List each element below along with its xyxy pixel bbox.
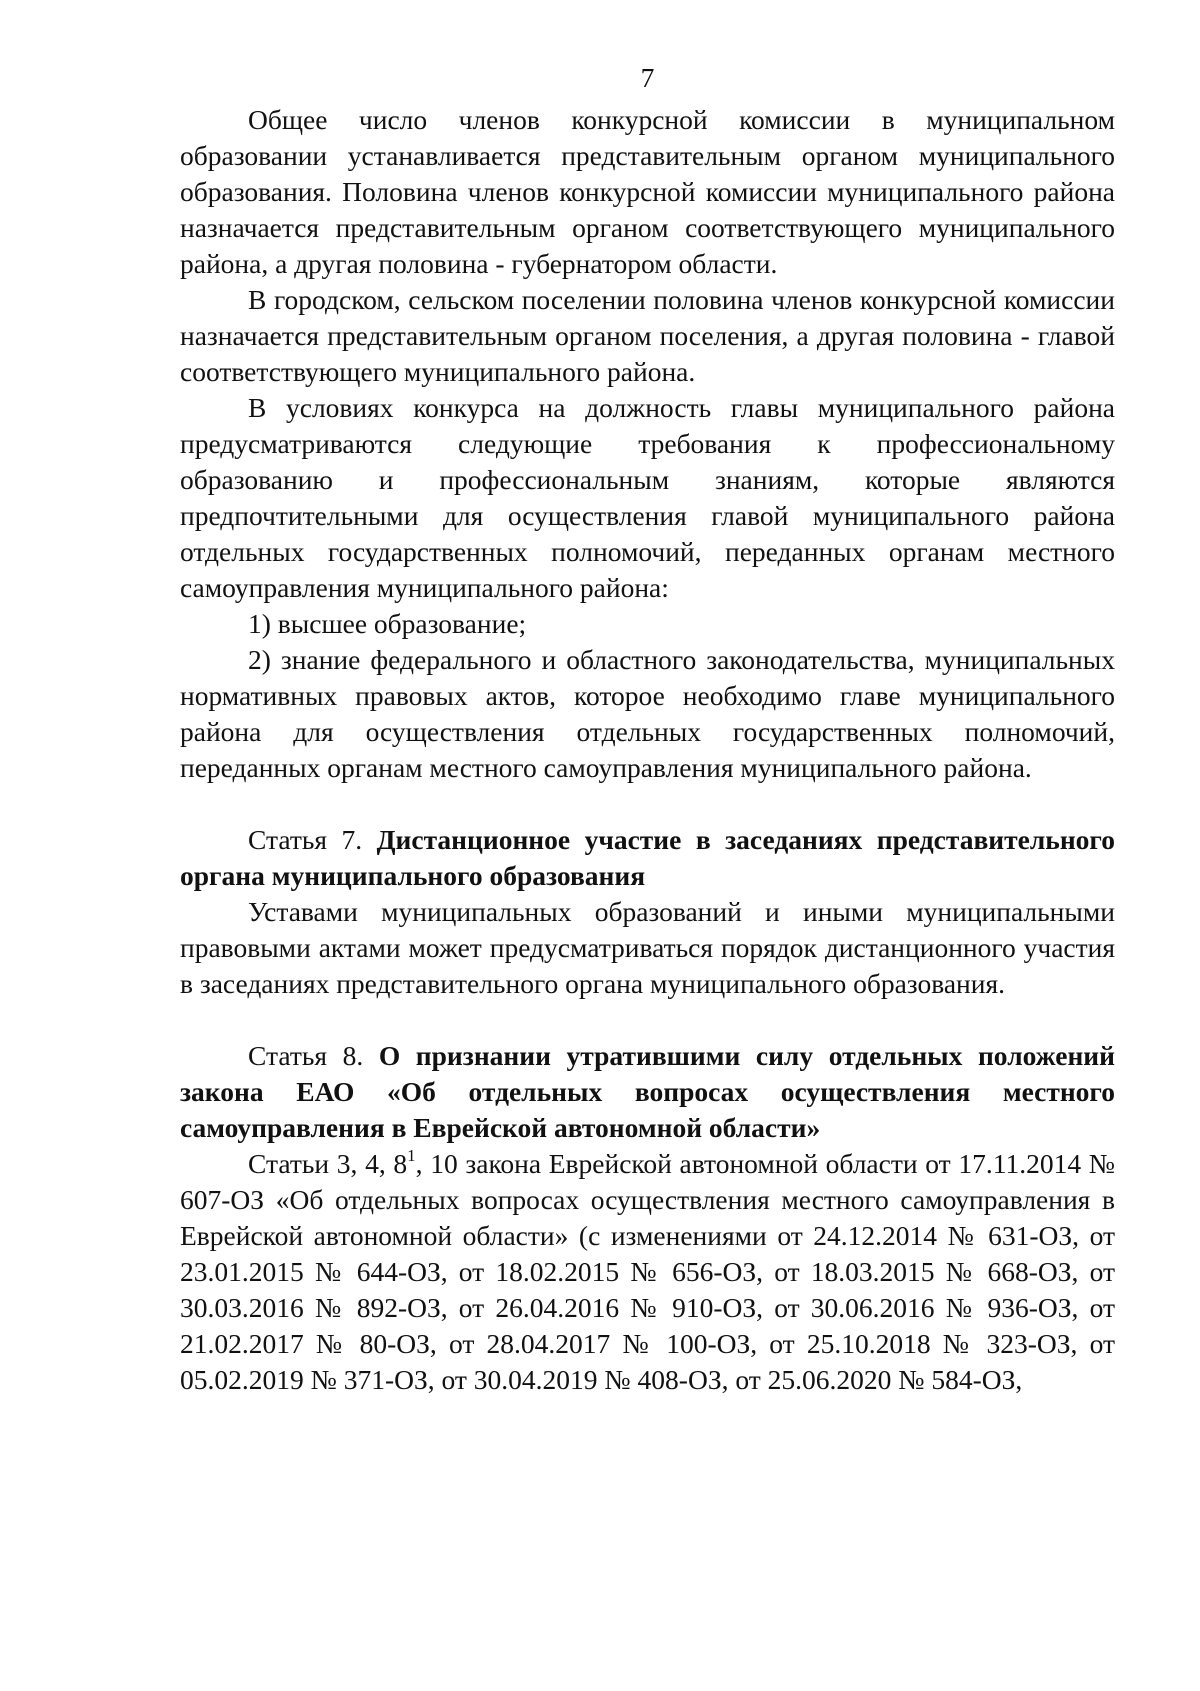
article-8-title: О признании утратившими силу отдельных положений закона ЕАО «Об отдельных вопросах осуществления местного самоуправления в Еврейской автономной области» — [180, 1040, 1115, 1143]
article-7 — [180, 822, 1115, 1002]
article-8-body — [180, 1146, 1115, 1398]
page-number: 7 — [640, 62, 655, 93]
list-item-higher-education: 1) высшее образование; — [248, 608, 527, 639]
document-page — [180, 60, 1115, 1398]
article-7-body: Уставами муниципальных образований и иными муниципальными правовыми актами может предусматриваться порядок дистанционного участия в заседаниях представительного органа муниципального образования. — [180, 896, 1115, 999]
article-8 — [180, 1038, 1115, 1398]
paragraph-commission-members: Общее число членов конкурсной комиссии в муниципальном образовании устанавливается представительным органом муниципального образования. Половина членов конкурсной комиссии муниципального района назначается представительным органом соответствующего муниципального района, а другая половина - губернатором области. — [180, 104, 1115, 279]
article-7-heading — [180, 822, 1115, 894]
list-item-legislation-knowledge: 2) знание федерального и областного законодательства, муниципальных нормативных правовых актов, которое необходимо главе муниципального района для осуществления отдельных государственных полномочий, переданных органам местного самоуправления муниципального района. — [180, 644, 1115, 783]
paragraph-competition-conditions: В условиях конкурса на должность главы муниципального района предусматриваются следующие требования к профессиональному образованию и профессиональным знаниям, которые являются предпочтительными для осуществления главой муниципального района отдельных государственных полномочий, переданных органам местного самоуправления муниципального района: — [180, 392, 1115, 603]
article-8-body-superscript: 1 — [407, 1145, 416, 1165]
article-8-heading — [180, 1038, 1115, 1146]
article-8-body-rest: , 10 закона Еврейской автономной области от 17.11.2014 № 607-ОЗ «Об отдельных вопросах осуществления местного самоуправления в Еврейской автономной области» (с изменениями от 24.12.2014 № 631-ОЗ, от 23.01.2015 № 644-ОЗ, от 18.02.2015 № 656-ОЗ, от 18.03.2015 № 668-ОЗ, от 30.03.2016 № 892-ОЗ, от 26.04.2016 № 910-ОЗ, от 30.06.2016 № 936-ОЗ, от 21.02.2017 № 80-ОЗ, от 28.04.2017 № 100-ОЗ, от 25.10.2018 № 323-ОЗ, от 05.02.2019 № 371-ОЗ, от 30.04.2019 № 408-ОЗ, от 25.06.2020 № 584-ОЗ, — [180, 1148, 1115, 1395]
article-8-body-lead: Статьи 3, 4, 8 — [248, 1148, 408, 1179]
article-8-label: Статья 8. — [248, 1040, 364, 1071]
article-7-label: Статья 7. — [248, 824, 363, 855]
article-7-title: Дистанционное участие в заседаниях представительного органа муниципального образования — [180, 824, 1115, 891]
paragraph-settlement-commission: В городском, сельском поселении половина членов конкурсной комиссии назначается представительным органом поселения, а другая половина - главой соответствующего муниципального района. — [180, 284, 1115, 387]
